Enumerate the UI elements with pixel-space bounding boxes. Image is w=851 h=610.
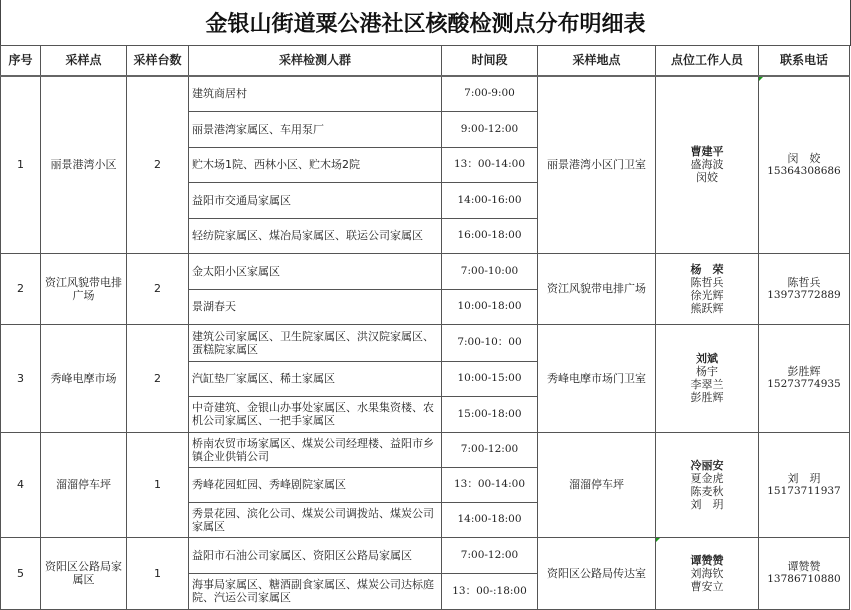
cell-time[interactable]: 7:00-9:00 bbox=[442, 76, 538, 111]
cell-point[interactable]: 秀峰电摩市场 bbox=[41, 324, 127, 432]
cell-location[interactable]: 溜溜停车坪 bbox=[538, 432, 656, 537]
table-title: 金银山街道粟公港社区核酸检测点分布明细表 bbox=[0, 0, 851, 46]
staff-member: 李翠兰 bbox=[690, 378, 724, 391]
staff-member: 闵姣 bbox=[696, 171, 718, 185]
cell-crowd[interactable]: 景湖春天 bbox=[189, 289, 442, 324]
header-location[interactable]: 采样地点 bbox=[538, 46, 656, 77]
header-point[interactable]: 采样点 bbox=[41, 46, 127, 77]
cell-crowd[interactable]: 建筑公司家属区、卫生院家属区、洪汉院家属区、蛋糕院家属区 bbox=[189, 324, 442, 361]
cell-staff[interactable] bbox=[656, 253, 759, 324]
cell-contact[interactable] bbox=[759, 324, 850, 432]
staff-member: 夏金虎 bbox=[690, 471, 724, 485]
cell-index[interactable]: 5 bbox=[1, 537, 41, 609]
table-row bbox=[1, 432, 850, 467]
staff-lead: 冷丽安 bbox=[690, 458, 724, 472]
table-row bbox=[1, 324, 850, 361]
cell-crowd[interactable]: 贮木场1院、西林小区、贮木场2院 bbox=[189, 147, 442, 182]
cell-crowd[interactable]: 汽缸垫厂家属区、稀土家属区 bbox=[189, 361, 442, 396]
header-contact[interactable]: 联系电话 bbox=[759, 46, 850, 77]
staff-member: 熊跃辉 bbox=[690, 301, 724, 315]
cell-location[interactable]: 资阳区公路局传达室 bbox=[538, 537, 656, 609]
cell-crowd[interactable]: 轻纺院家属区、煤冶局家属区、联运公司家属区 bbox=[189, 218, 442, 253]
cell-time[interactable]: 15:00-18:00 bbox=[442, 396, 538, 432]
contact-name: 彭胜辉 bbox=[787, 365, 821, 378]
cell-contact[interactable] bbox=[759, 253, 850, 324]
contact-phone: 15273774935 bbox=[767, 378, 841, 390]
header-staff[interactable]: 点位工作人员 bbox=[656, 46, 759, 77]
cell-time[interactable]: 7:00-10:00 bbox=[442, 253, 538, 289]
comment-indicator-icon bbox=[759, 77, 763, 81]
table-row bbox=[1, 253, 850, 289]
staff-member: 陈哲兵 bbox=[690, 275, 724, 289]
contact-name: 刘 玥 bbox=[787, 471, 821, 485]
cell-contact[interactable] bbox=[759, 537, 850, 609]
staff-member: 彭胜辉 bbox=[690, 391, 724, 404]
header-row bbox=[1, 46, 850, 77]
cell-staff[interactable] bbox=[656, 432, 759, 537]
contact-phone: 13973772889 bbox=[767, 288, 841, 301]
cell-crowd[interactable]: 秀峰花园虹园、秀峰剧院家属区 bbox=[189, 467, 442, 502]
header-crowd[interactable]: 采样检测人群 bbox=[189, 46, 442, 77]
cell-point[interactable]: 资江风貌带电排广场 bbox=[41, 253, 127, 324]
cell-location[interactable]: 资江风貌带电排广场 bbox=[538, 253, 656, 324]
cell-count[interactable]: 1 bbox=[127, 537, 189, 609]
cell-crowd[interactable]: 建筑商居村 bbox=[189, 76, 442, 111]
cell-crowd[interactable]: 中奇建筑、金银山办事处家属区、水果集资楼、农机公司家属区、一把手家属区 bbox=[189, 396, 442, 432]
cell-staff[interactable] bbox=[656, 537, 759, 609]
cell-staff[interactable] bbox=[656, 324, 759, 432]
cell-crowd[interactable]: 秀景花园、滨化公司、煤炭公司调拨站、煤炭公司家属区 bbox=[189, 502, 442, 537]
cell-contact[interactable] bbox=[759, 76, 850, 253]
table-row bbox=[1, 76, 850, 111]
contact-phone: 15173711937 bbox=[767, 484, 841, 497]
cell-time[interactable]: 13：00-14:00 bbox=[442, 467, 538, 502]
staff-lead: 刘斌 bbox=[696, 352, 718, 365]
cell-time[interactable]: 9:00-12:00 bbox=[442, 111, 538, 147]
staff-member: 徐光辉 bbox=[690, 288, 724, 302]
cell-time[interactable]: 16:00-18:00 bbox=[442, 218, 538, 253]
cell-crowd[interactable]: 益阳市交通局家属区 bbox=[189, 182, 442, 218]
staff-member: 刘海钦 bbox=[690, 566, 724, 580]
contact-name: 闵 姣 bbox=[787, 151, 821, 165]
cell-staff[interactable] bbox=[656, 76, 759, 253]
cell-count[interactable]: 2 bbox=[127, 253, 189, 324]
staff-member: 盛海波 bbox=[690, 158, 724, 172]
cell-time[interactable]: 10:00-18:00 bbox=[442, 289, 538, 324]
cell-location[interactable]: 丽景港湾小区门卫室 bbox=[538, 76, 656, 253]
cell-time[interactable]: 14:00-18:00 bbox=[442, 502, 538, 537]
header-time[interactable]: 时间段 bbox=[442, 46, 538, 77]
staff-member: 曹安立 bbox=[690, 579, 724, 593]
cell-crowd[interactable]: 桥南农贸市场家属区、煤炭公司经理楼、益阳市乡镇企业供销公司 bbox=[189, 432, 442, 467]
staff-lead: 杨 荣 bbox=[690, 262, 724, 276]
comment-indicator-icon bbox=[656, 538, 660, 542]
cell-crowd[interactable]: 金太阳小区家属区 bbox=[189, 253, 442, 289]
cell-index[interactable]: 1 bbox=[1, 76, 41, 253]
staff-member: 陈麦秋 bbox=[690, 484, 724, 498]
cell-crowd[interactable]: 益阳市石油公司家属区、资阳区公路局家属区 bbox=[189, 537, 442, 573]
cell-time[interactable]: 7:00-12:00 bbox=[442, 537, 538, 573]
cell-index[interactable]: 4 bbox=[1, 432, 41, 537]
cell-time[interactable]: 7:00-10：00 bbox=[442, 324, 538, 361]
contact-phone: 15364308686 bbox=[767, 164, 841, 177]
cell-index[interactable]: 3 bbox=[1, 324, 41, 432]
cell-count[interactable]: 1 bbox=[127, 432, 189, 537]
cell-index[interactable]: 2 bbox=[1, 253, 41, 324]
header-count[interactable]: 采样台数 bbox=[127, 46, 189, 77]
header-index[interactable]: 序号 bbox=[1, 46, 41, 77]
cell-time[interactable]: 14:00-16:00 bbox=[442, 182, 538, 218]
cell-count[interactable]: 2 bbox=[127, 76, 189, 253]
staff-member: 杨宇 bbox=[696, 365, 718, 378]
cell-point[interactable]: 溜溜停车坪 bbox=[41, 432, 127, 537]
cell-point[interactable]: 丽景港湾小区 bbox=[41, 76, 127, 253]
cell-time[interactable]: 13：00-14:00 bbox=[442, 147, 538, 182]
staff-lead: 曹建平 bbox=[690, 145, 724, 159]
cell-crowd[interactable]: 海事局家属区、糖酒副食家属区、煤炭公司达标庭院、汽运公司家属区 bbox=[189, 573, 442, 609]
contact-name: 陈哲兵 bbox=[787, 275, 821, 289]
cell-count[interactable]: 2 bbox=[127, 324, 189, 432]
cell-contact[interactable] bbox=[759, 432, 850, 537]
contact-name: 谭赞赞 bbox=[787, 560, 821, 573]
sampling-points-table bbox=[0, 45, 850, 610]
contact-phone: 13786710880 bbox=[767, 573, 841, 585]
cell-time[interactable]: 10:00-15:00 bbox=[442, 361, 538, 396]
staff-lead: 谭赞赞 bbox=[690, 553, 724, 567]
cell-location[interactable]: 秀峰电摩市场门卫室 bbox=[538, 324, 656, 432]
cell-time[interactable]: 13：00-:18:00 bbox=[442, 573, 538, 609]
cell-point[interactable]: 资阳区公路局家属区 bbox=[41, 537, 127, 609]
cell-time[interactable]: 7:00-12:00 bbox=[442, 432, 538, 467]
cell-crowd[interactable]: 丽景港湾家属区、车用泵厂 bbox=[189, 111, 442, 147]
table-row bbox=[1, 537, 850, 573]
staff-member: 刘 玥 bbox=[690, 497, 724, 511]
